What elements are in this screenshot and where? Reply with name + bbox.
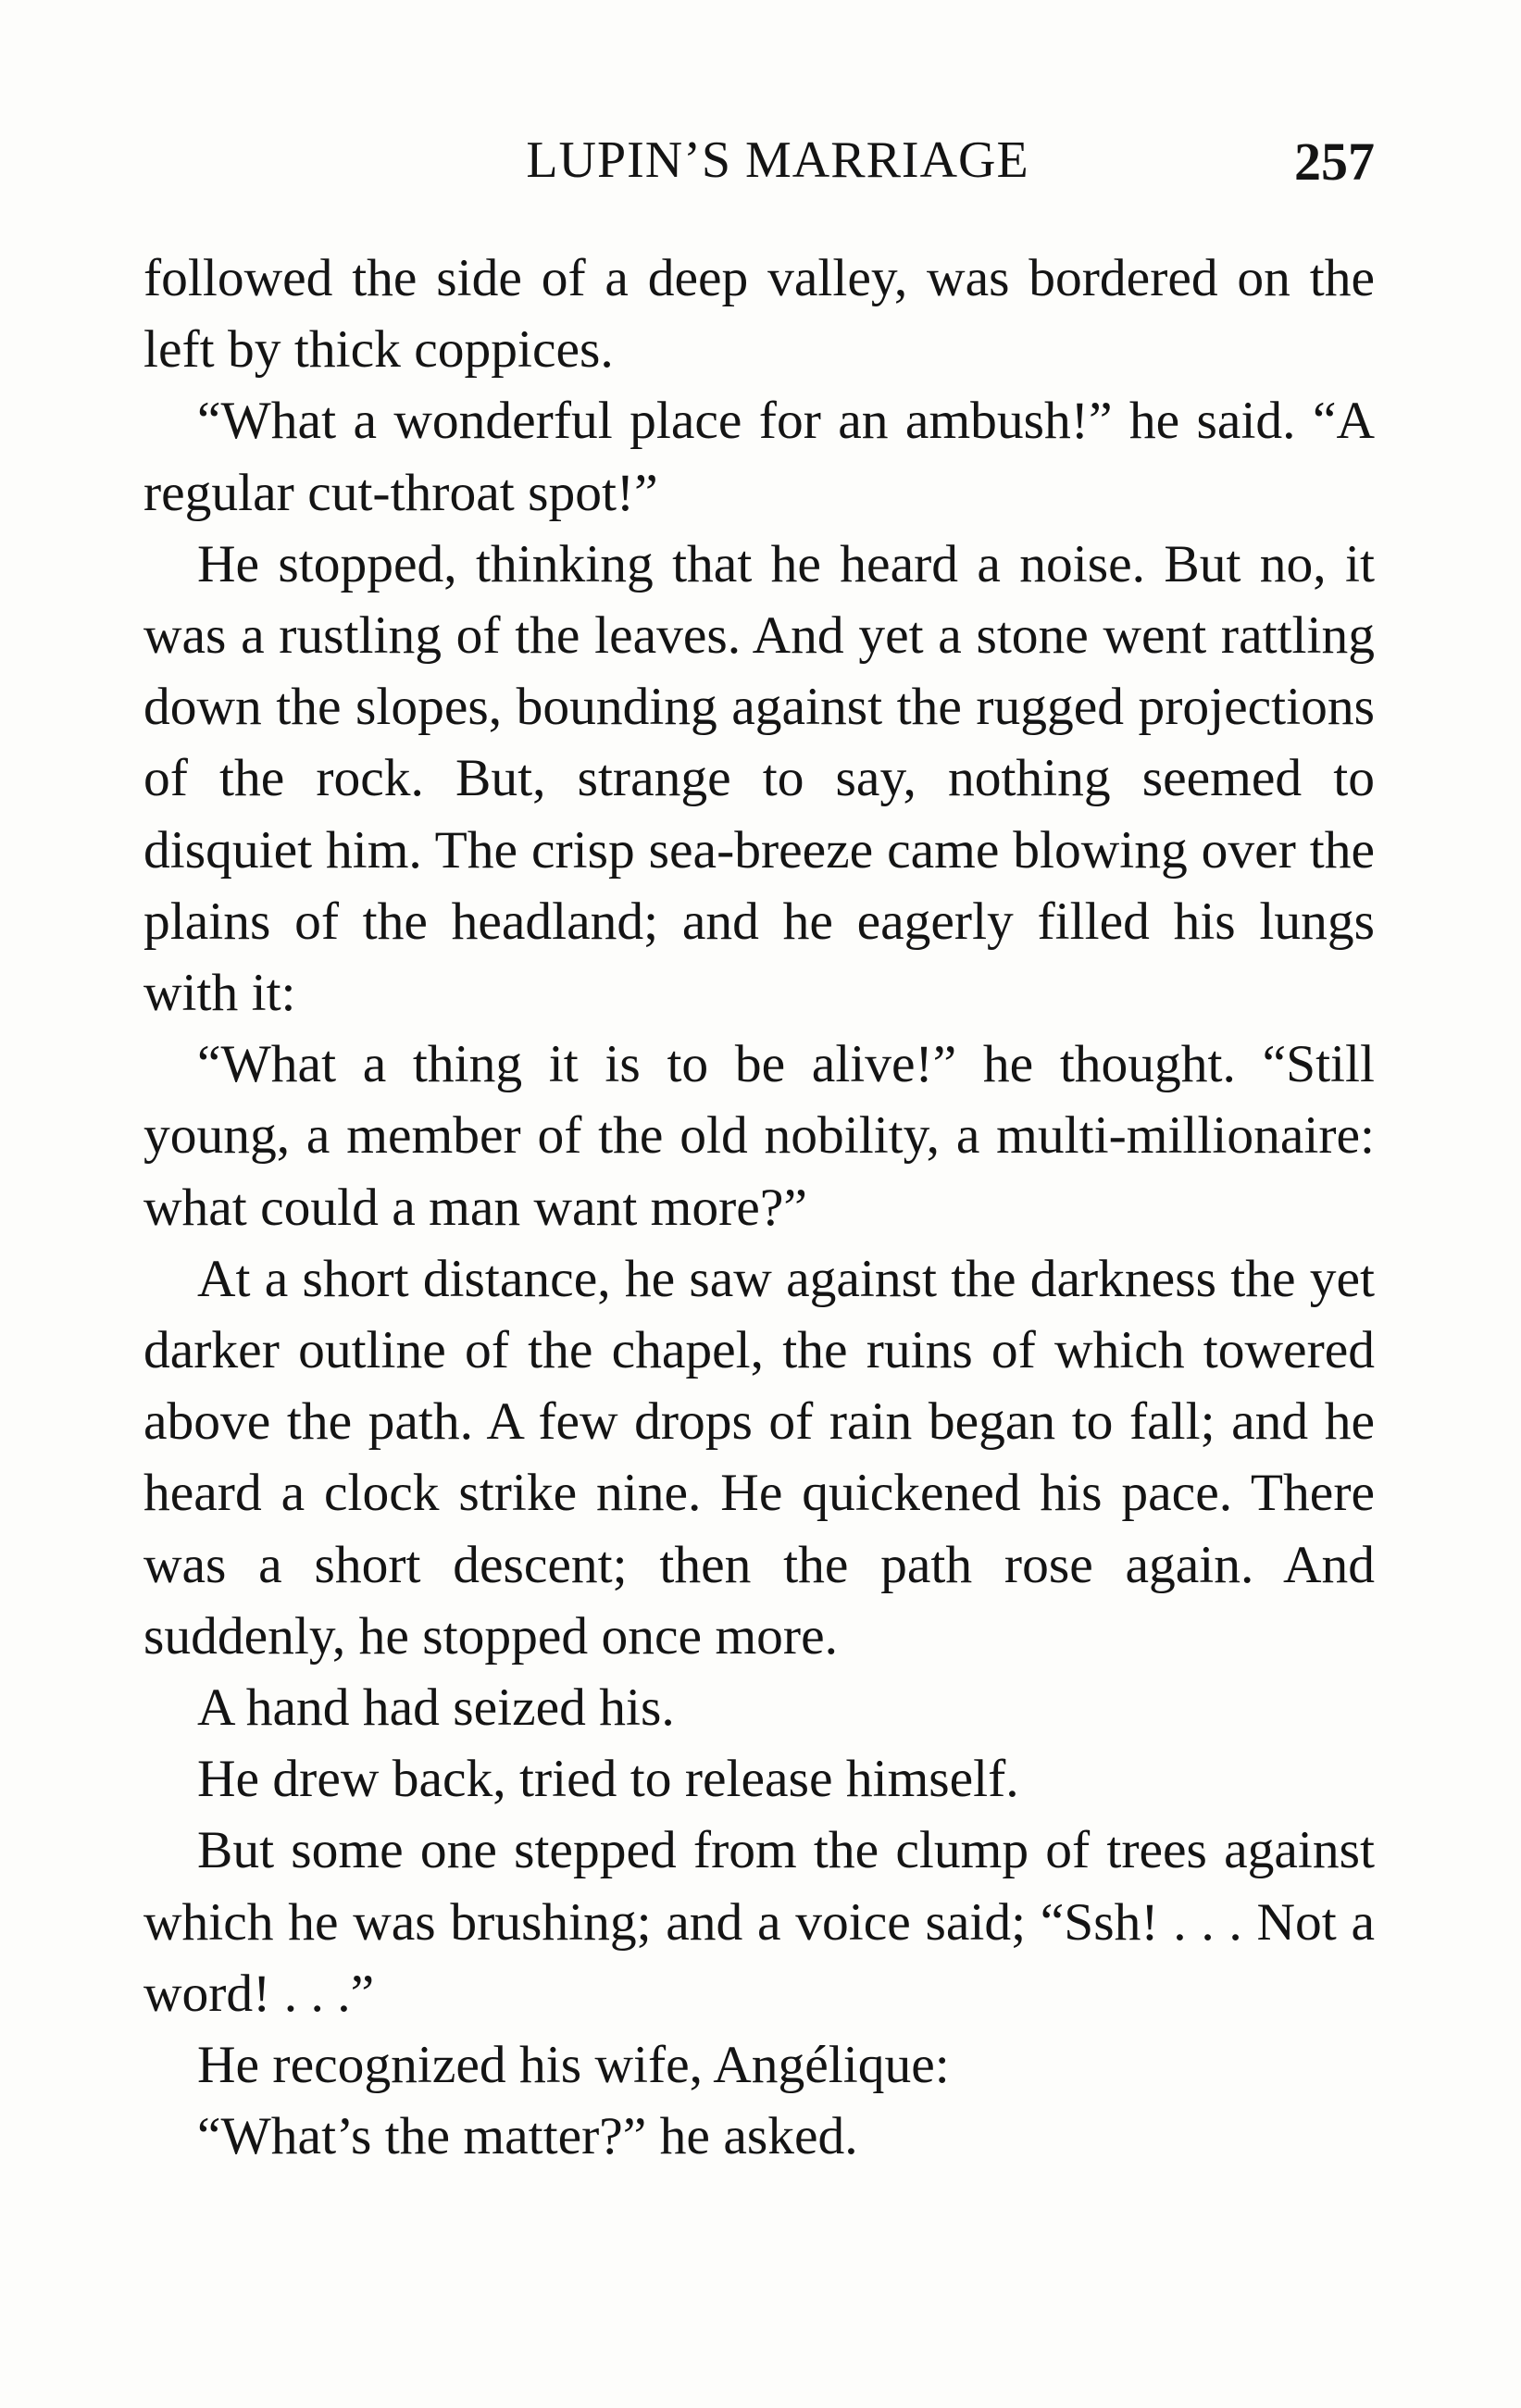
paragraph: He drew back, tried to release himself. [197, 1750, 1019, 1809]
page-header [143, 128, 1375, 193]
paragraph: “What’s the matter?” he asked. [197, 2107, 858, 2166]
running-head: LUPIN’S MARRIAGE [526, 131, 1029, 189]
paragraph: “What a wonderful place for an ambush!” he said. “A regular cut-throat spot!” [143, 392, 1375, 522]
paragraph: He recognized his wife, Angélique: [197, 2036, 950, 2095]
page-number: 257 [1294, 131, 1375, 192]
body-text [143, 243, 1375, 2172]
paragraph: He stopped, thinking that he heard a noise. But no, it was a rustling of the leaves. And yet a stone went rattling down the slopes, bounding against the rugged projections of the rock. But, strange to say, nothing seemed to disquiet him. The crisp sea-breeze came blowing over the plains of the headland; and he eagerly filled his lungs with it: [143, 534, 1375, 1023]
paragraph: followed the side of a deep valley, was bordered on the left by thick coppices. [143, 249, 1375, 380]
paragraph: But some one stepped from the clump of trees against which he was brushing; and a voice said; “Ssh! . . . Not a word! . . .” [143, 1821, 1375, 2023]
paragraph: “What a thing it is to be alive!” he thought. “Still young, a member of the old nobility, a multi-millionaire: what could a man want more?” [143, 1035, 1375, 1237]
paragraph: A hand had seized his. [197, 1678, 675, 1738]
paragraph: At a short distance, he saw against the darkness the yet darker outline of the chapel, the ruins of which towered above the path. A few drops of rain began to fall; and he heard a clock strike nine. He quickened his pace. There was a short descent; then the path rose again. And suddenly, he stopped once more. [143, 1249, 1375, 1666]
